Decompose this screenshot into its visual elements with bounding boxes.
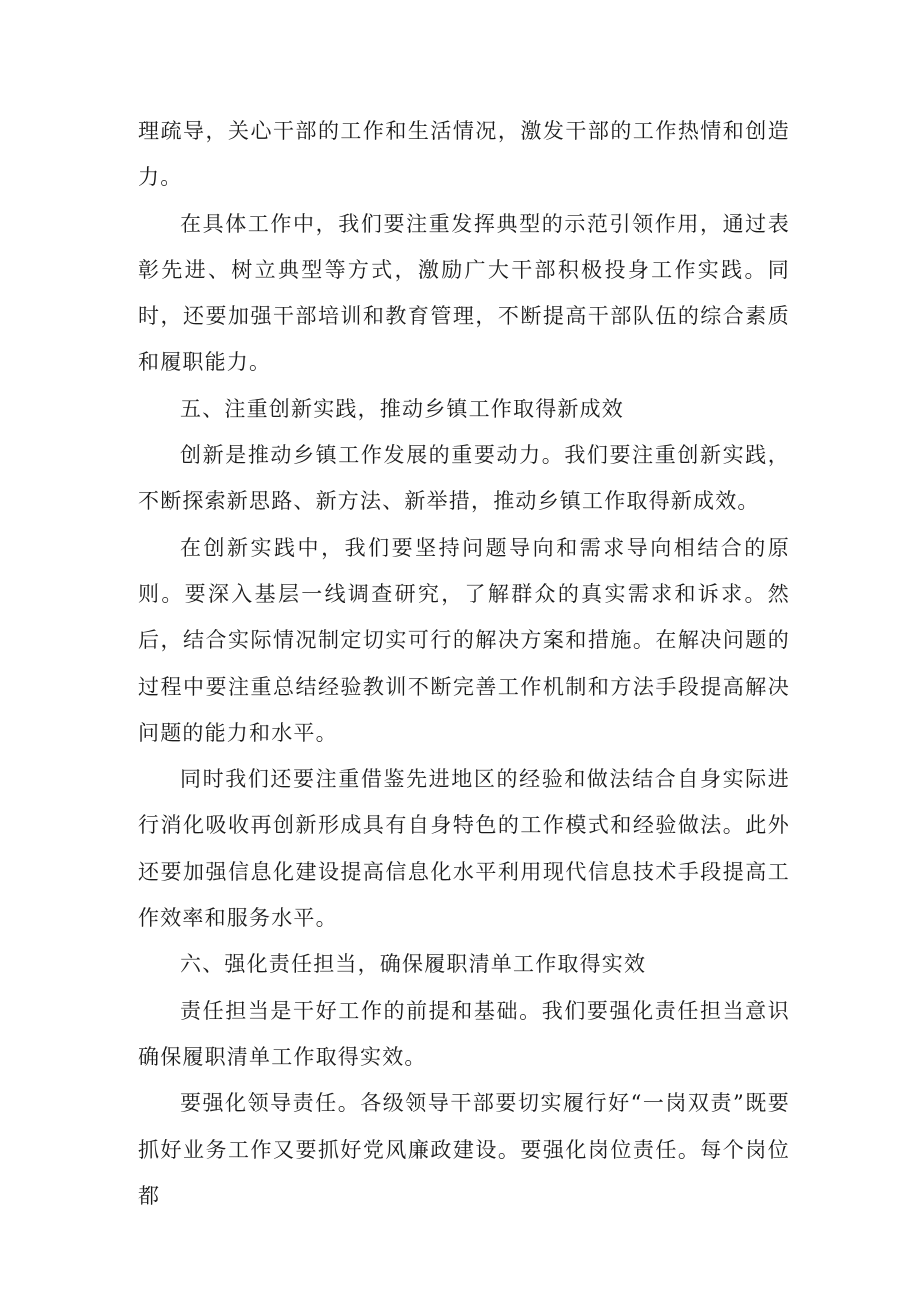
paragraph: 在创新实践中，我们要坚持问题导向和需求导向相结合的原则。要深入基层一线调查研究，了解群众的真实需求和诉求。然后，结合实际情况制定切实可行的解决方案和措施。在解决问题的过程中要注重总结经验教训不断完善工作机制和方法手段提高解决问题的能力和水平。 (138, 535, 790, 745)
paragraph: 创新是推动乡镇工作发展的重要动力。我们要注重创新实践，不断探索新思路、新方法、新举措，推动乡镇工作取得新成效。 (138, 443, 790, 514)
section-heading: 五、注重创新实践，推动乡镇工作取得新成效 (180, 396, 624, 421)
document-body (138, 108, 790, 1219)
paragraph: 责任担当是干好工作的前提和基础。我们要强化责任担当意识确保履职清单工作取得实效。 (138, 998, 790, 1069)
paragraph: 理疏导，关心干部的工作和生活情况，激发干部的工作热情和创造力。 (138, 119, 790, 190)
paragraph: 同时我们还要注重借鉴先进地区的经验和做法结合自身实际进行消化吸收再创新形成具有自身特色的工作模式和经验做法。此外还要加强信息化建设提高信息化水平利用现代信息技术手段提高工作效率和服务水平。 (138, 767, 790, 931)
paragraph: 要强化领导责任。各级领导干部要切实履行好“一岗双责”既要抓好业务工作又要抓好党风廉政建设。要强化岗位责任。每个岗位都 (138, 1091, 790, 1208)
section-heading: 六、强化责任担当，确保履职清单工作取得实效 (180, 952, 647, 977)
paragraph: 在具体工作中，我们要注重发挥典型的示范引领作用，通过表彰先进、树立典型等方式，激励广大干部积极投身工作实践。同时，还要加强干部培训和教育管理，不断提高干部队伍的综合素质和履职能力。 (138, 211, 790, 375)
